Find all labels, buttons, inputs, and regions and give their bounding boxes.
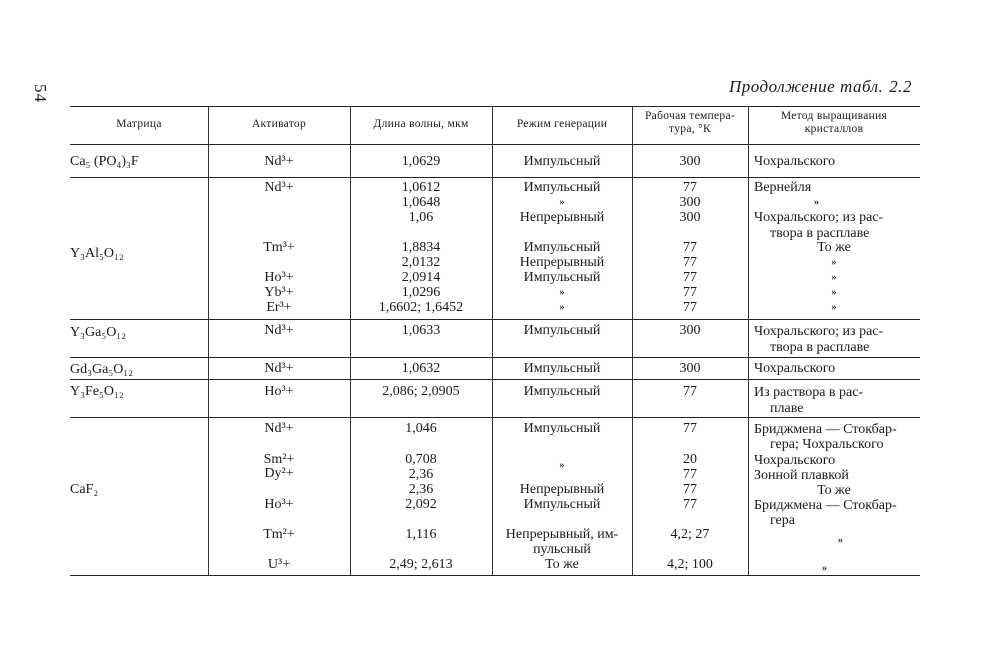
row-separator	[70, 319, 920, 320]
wavelength-cell: 2,49; 2,613	[389, 557, 453, 572]
wavelength-cell: 2,36	[408, 482, 434, 497]
mode-cell: Непрерывный	[519, 210, 605, 225]
row-separator	[70, 379, 920, 380]
wavelength-cell: 1,0648	[401, 195, 441, 210]
temperature-cell: 77	[683, 384, 697, 399]
method-cell-line2: твора в расплаве	[770, 226, 870, 241]
wavelength-cell: 1,06	[408, 210, 434, 225]
header-temperature-line1: Рабочая темпера-	[644, 110, 735, 122]
mode-cell: Импульсный	[523, 497, 601, 512]
page-number: 54	[31, 84, 50, 103]
method-cell-line1: Чохральского; из рас-	[754, 210, 884, 225]
matrix-ca5po43f: Ca₅ (PO₄)₃F	[70, 154, 139, 169]
header-bottom-rule	[70, 144, 920, 145]
temperature-cell: 300	[679, 210, 701, 225]
wavelength-cell: 2,36	[408, 467, 434, 482]
method-cell-line2: гера	[770, 513, 795, 528]
wavelength-cell: 1,0629	[401, 154, 441, 169]
wavelength-cell: 1,0633	[401, 323, 441, 338]
temperature-cell: 77	[683, 421, 697, 436]
matrix-y3al5o12: Y₃Al₅O₁₂	[70, 246, 124, 261]
continuation-number: 2.2	[889, 77, 912, 96]
table-continuation-title	[729, 77, 912, 97]
temperature-cell: 77	[683, 285, 697, 300]
method-cell-line1: Из раствора в рас-	[754, 385, 864, 400]
method-cell-line2: гера; Чохральского	[770, 437, 884, 452]
temperature-cell: 77	[683, 270, 697, 285]
ditto-mark: »	[559, 197, 565, 208]
activator-cell: Ho³+	[264, 497, 294, 512]
mode-cell: Импульсный	[523, 240, 601, 255]
temperature-cell: 4,2; 27	[670, 527, 710, 542]
ditto-mark: »	[559, 287, 565, 298]
wavelength-cell: 1,0296	[401, 285, 441, 300]
mode-cell-line2: пульсный	[533, 542, 591, 557]
method-cell-line2: твора в расплаве	[770, 340, 870, 355]
matrix-y3ga5o12: Y₃Ga₅O₁₂	[70, 325, 127, 340]
mode-cell: Импульсный	[523, 384, 601, 399]
activator-cell: Nd³+	[264, 323, 294, 338]
temperature-cell: 77	[683, 255, 697, 270]
matrix-y3fe5o12: Y₃Fe₅O₁₂	[70, 384, 124, 399]
header-temperature-line2: тура, °К	[669, 123, 711, 135]
column-divider	[748, 106, 749, 575]
method-cell: То же	[817, 240, 851, 255]
method-cell: Зонной плавкой	[754, 468, 849, 483]
mode-cell: Непрерывный	[519, 255, 605, 270]
mode-cell: Импульсный	[523, 323, 601, 338]
temperature-cell: 300	[679, 323, 701, 338]
table-bottom-rule	[70, 575, 920, 576]
header-activator: Активатор	[251, 118, 307, 130]
mode-cell-line1: Непрерывный, им-	[505, 527, 619, 542]
ditto-mark: »	[559, 302, 565, 313]
mode-cell: Импульсный	[523, 361, 601, 376]
temperature-cell: 77	[683, 300, 697, 315]
ditto-mark: »	[831, 287, 837, 298]
ditto-mark: »	[559, 460, 565, 471]
wavelength-cell: 1,8834	[401, 240, 441, 255]
wavelength-cell: 1,6602; 1,6452	[378, 300, 464, 315]
ditto-mark: »	[831, 302, 837, 313]
mode-cell: То же	[545, 557, 579, 572]
method-cell: Чохральского	[754, 361, 836, 376]
wavelength-cell: 2,092	[405, 497, 437, 512]
activator-cell: Yb³+	[264, 285, 294, 300]
activator-cell: Sm²+	[263, 452, 295, 467]
matrix-caf2: CaF₂	[70, 482, 99, 497]
temperature-cell: 77	[683, 482, 697, 497]
activator-cell: Nd³+	[264, 154, 294, 169]
activator-cell: Ho³+	[264, 270, 294, 285]
wavelength-cell: 2,0914	[401, 270, 441, 285]
header-method-line1: Метод выращивания	[780, 110, 888, 122]
header-matrix: Матрица	[116, 118, 162, 130]
row-separator	[70, 177, 920, 178]
activator-cell: Nd³+	[264, 180, 294, 195]
ditto-mark: »	[831, 257, 837, 268]
matrix-gd3ga5o12: Gd₃Ga₅O₁₂	[70, 362, 134, 377]
activator-cell: Tm³+	[263, 240, 295, 255]
mode-cell: Непрерывный	[519, 482, 605, 497]
header-method-line2: кристаллов	[804, 123, 864, 135]
activator-cell: Er³+	[266, 300, 292, 315]
mode-cell: Импульсный	[523, 180, 601, 195]
wavelength-cell: 1,046	[405, 421, 437, 436]
temperature-cell: 77	[683, 240, 697, 255]
mode-cell: Импульсный	[523, 270, 601, 285]
row-separator	[70, 357, 920, 358]
mode-cell: Импульсный	[523, 421, 601, 436]
activator-cell: Nd³+	[264, 361, 294, 376]
wavelength-cell: 1,116	[405, 527, 437, 542]
temperature-cell: 77	[683, 180, 697, 195]
method-cell-line1: Чохральского; из рас-	[754, 324, 884, 339]
ditto-mark: »	[822, 563, 827, 574]
method-cell: То же	[817, 483, 851, 498]
temperature-cell: 300	[679, 195, 701, 210]
activator-cell: Tm²+	[263, 527, 295, 542]
header-wavelength: Длина волны, мкм	[373, 118, 469, 130]
wavelength-cell: 0,708	[405, 452, 437, 467]
header-mode: Режим генерации	[516, 118, 608, 130]
activator-cell: U³+	[267, 557, 291, 572]
table-top-rule	[70, 106, 920, 107]
temperature-cell: 300	[679, 154, 701, 169]
method-cell-line1: Бриджмена — Стокбар-	[754, 422, 897, 437]
continuation-label: Продолжение табл.	[728, 77, 884, 96]
activator-cell: Ho³+	[264, 384, 294, 399]
wavelength-cell: 1,0612	[401, 180, 441, 195]
method-cell-line1: Бриджмена — Стокбар-	[754, 498, 897, 513]
method-cell: Чохральского	[754, 154, 836, 169]
row-separator	[70, 417, 920, 418]
temperature-cell: 77	[683, 497, 697, 512]
method-cell: Вернейля	[754, 180, 812, 195]
method-cell-line2: плаве	[770, 401, 804, 416]
temperature-cell: 4,2; 100	[667, 557, 713, 572]
ditto-mark: »	[814, 197, 819, 208]
ditto-mark: »	[831, 272, 837, 283]
activator-cell: Nd³+	[264, 421, 294, 436]
temperature-cell: 300	[679, 361, 701, 376]
temperature-cell: 77	[683, 467, 697, 482]
method-cell: Чохральского	[754, 453, 836, 468]
mode-cell: Импульсный	[523, 154, 601, 169]
wavelength-cell: 2,0132	[401, 255, 441, 270]
wavelength-cell: 2,086; 2,0905	[382, 384, 460, 399]
wavelength-cell: 1,0632	[401, 361, 441, 376]
activator-cell: Dy²+	[264, 466, 294, 481]
temperature-cell: 20	[683, 452, 697, 467]
ditto-mark: »	[838, 535, 843, 546]
